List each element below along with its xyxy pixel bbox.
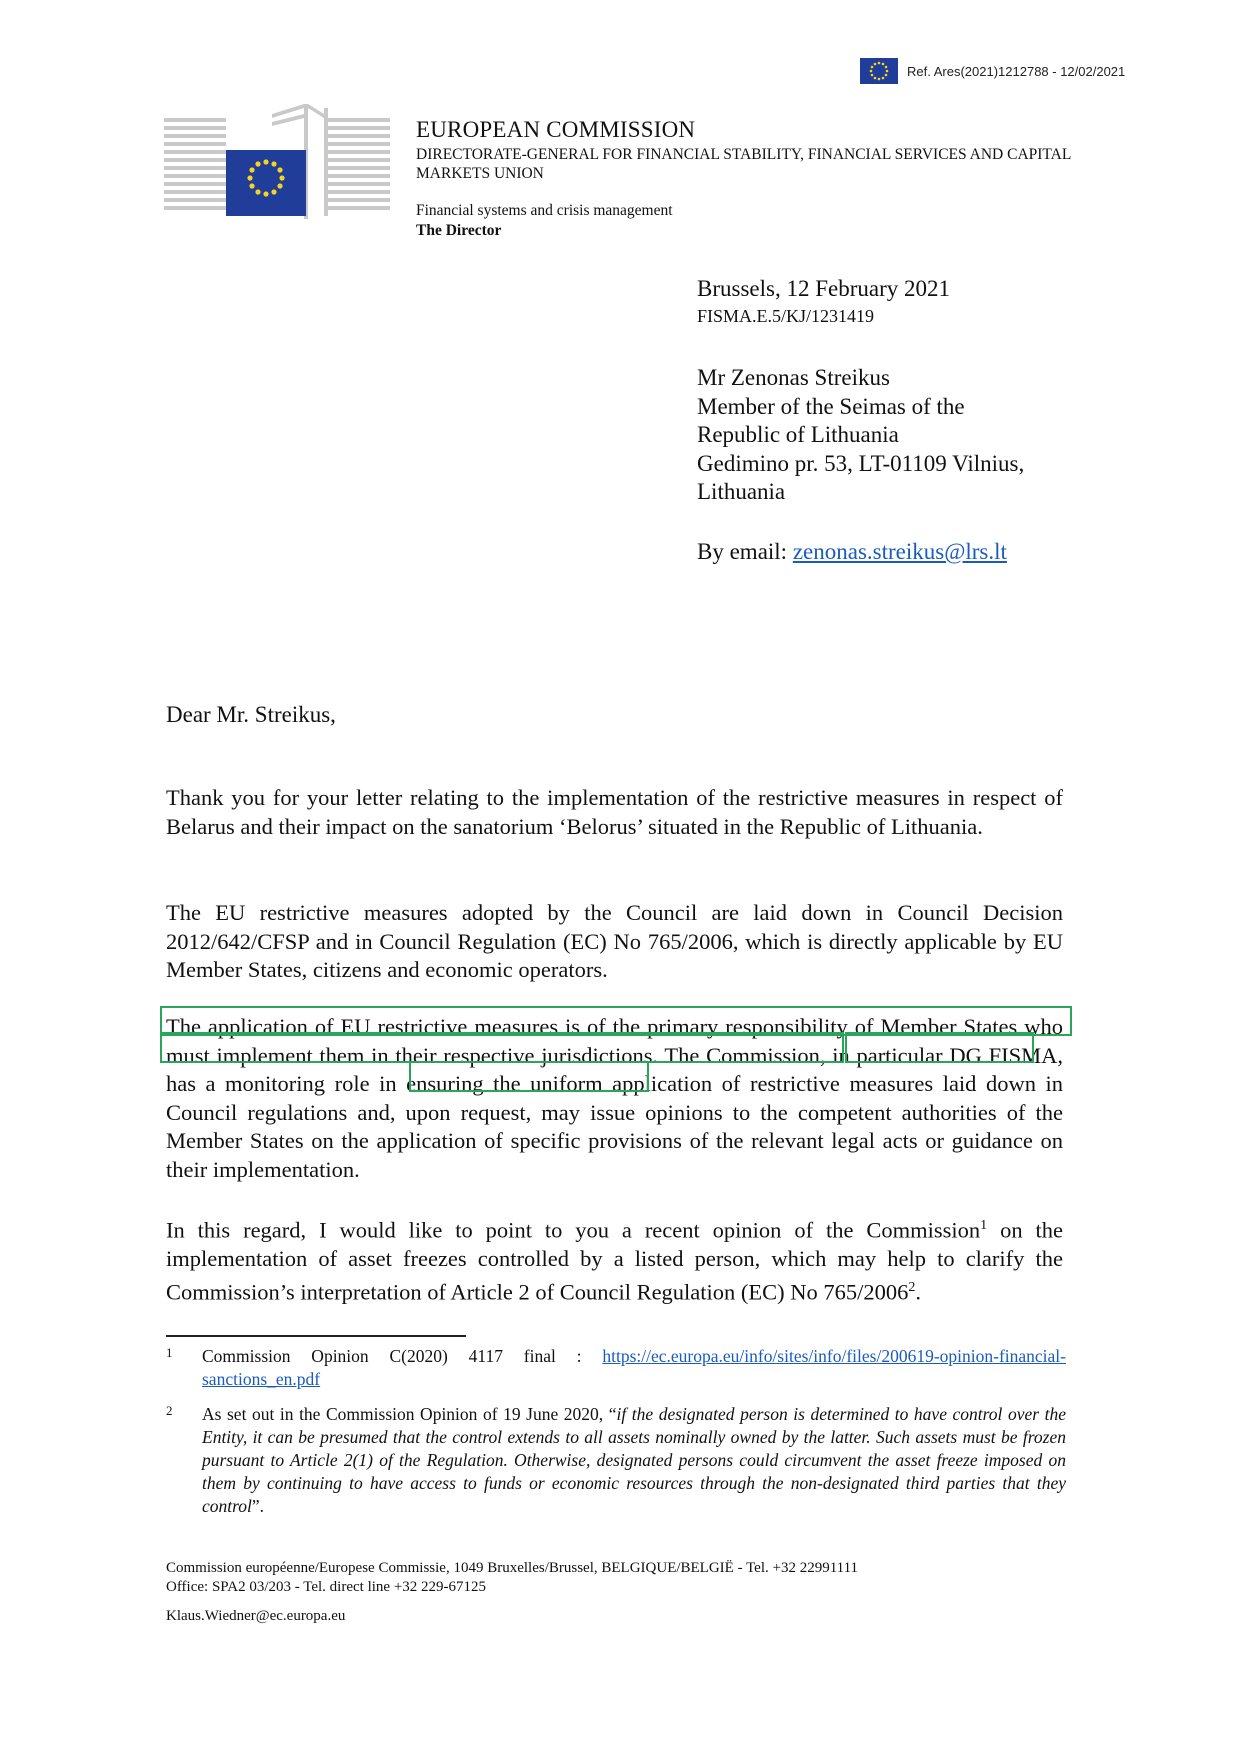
- recipient-name: Mr Zenonas Streikus: [697, 365, 890, 390]
- paragraph-4: [166, 1212, 1063, 1307]
- directorate-line-2: MARKETS UNION: [416, 165, 544, 182]
- european-commission-logo: [164, 104, 392, 219]
- directorate-general: [416, 145, 1156, 183]
- salutation: Dear Mr. Streikus,: [166, 702, 336, 727]
- place-and-date: Brussels, 12 February 2021: [697, 276, 950, 301]
- unit-name: Financial systems and crisis management: [416, 202, 673, 219]
- directorate-line-1: DIRECTORATE-GENERAL FOR FINANCIAL STABILITY, FINANCIAL SERVICES AND CAPITAL: [416, 146, 1072, 163]
- footnote-separator: [166, 1335, 466, 1337]
- email-label: By email:: [697, 539, 793, 564]
- footer-line-1: Commission européenne/Europese Commissie, 1049 Bruxelles/Brussel, BELGIQUE/BELGIË - Tel. +32 22991111: [166, 1560, 859, 1576]
- recipient-email-link[interactable]: zenonas.streikus@lrs.lt: [792, 539, 1007, 564]
- footnote-ref-2[interactable]: 2: [908, 1279, 916, 1295]
- footnote-1-link[interactable]: https://ec.europa.eu/info/sites/info/files/200619-opinion-financial-sanctions_en.pdf: [202, 1346, 1066, 1389]
- ref-ares-stamp: Ref. Ares(2021)1212788 - 12/02/2021: [907, 64, 1126, 79]
- email-line: [697, 538, 1097, 566]
- footer-address: [166, 1559, 858, 1597]
- eu-flag-small-icon: [860, 58, 898, 84]
- recipient-line-3: Republic of Lithuania: [697, 422, 899, 447]
- footnote-1-text: Commission Opinion C(2020) 4117 final :: [202, 1346, 603, 1366]
- footnote-2-number: 2: [166, 1403, 173, 1418]
- organisation-name: EUROPEAN COMMISSION: [416, 117, 696, 142]
- footnote-1: [166, 1345, 1066, 1391]
- footer-line-2: Office: SPA2 03/203 - Tel. direct line +32 229-67125: [166, 1579, 487, 1595]
- recipient-line-5: Lithuania: [697, 479, 786, 504]
- footnote-2: [166, 1403, 1066, 1518]
- footnote-1-number: 1: [166, 1345, 173, 1360]
- paragraph-4-part-2: on the implementation of asset freezes controlled by a listed person, which may help to clarify the Commission’s interpretation of Article 2 of Council Regulation (EC) No 765/2006: [166, 1217, 1063, 1305]
- letterhead: [416, 117, 1156, 241]
- footnote-ref-1[interactable]: 1: [980, 1218, 988, 1233]
- footnote-2-text-end: ”.: [251, 1496, 265, 1516]
- signatory-role: The Director: [416, 222, 502, 239]
- paragraph-4-end: .: [915, 1279, 922, 1305]
- footnote-2-text-start: As set out in the Commission Opinion of 19 June 2020, “: [202, 1404, 617, 1424]
- reference-number: FISMA.E.5/KJ/1231419: [697, 306, 875, 326]
- footnote-2-quote: if the designated person is determined to have control over the Entity, it can be presumed that the control extends to all assets nominally owned by the latter. Such assets must be frozen pursuant to Article 2(1) of the Regulation. Otherwise, designated persons could circumvent the asset freeze imposed on them by continuing to have access to funds or economic resources through the non-designated third parties that they control: [202, 1404, 1066, 1516]
- paragraph-3: The application of EU restrictive measures is of the primary responsibility of Member States who must implement them in their respective jurisdictions. The Commission, in particular DG FISMA, has a monitoring role in ensuring the uniform application of restrictive measures laid down in Council regulations and, upon request, may issue opinions to the competent authorities of the Member States on the application of specific provisions of the relevant legal acts or guidance on their implementation.: [166, 1014, 1063, 1182]
- recipient-line-4: Gedimino pr. 53, LT-01109 Vilnius,: [697, 450, 1025, 476]
- paragraph-1: Thank you for your letter relating to the implementation of the restrictive measures in respect of Belarus and their impact on the sanatorium ‘Belorus’ situated in the Republic of Lithuania.: [166, 785, 1063, 839]
- recipient-address: [697, 364, 1097, 507]
- paragraph-4-part-1: In this regard, I would like to point to you a recent opinion of the Commission: [166, 1217, 981, 1243]
- paragraph-2: The EU restrictive measures adopted by the Council are laid down in Council Decision 2012/642/CFSP and in Council Regulation (EC) No 765/2006, which is directly applicable by EU Member States, citizens and economic operators.: [166, 900, 1063, 983]
- footer-email[interactable]: Klaus.Wiedner@ec.europa.eu: [166, 1608, 346, 1624]
- recipient-line-2: Member of the Seimas of the: [697, 393, 965, 419]
